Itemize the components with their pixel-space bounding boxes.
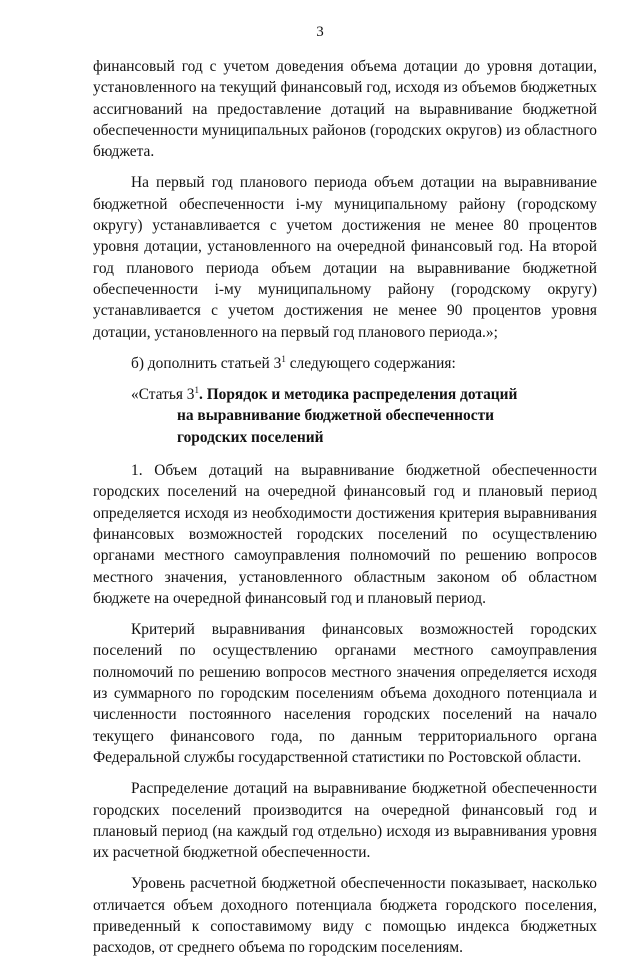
article-prefix: «Статья 3 [131, 386, 195, 404]
article-separator: . [198, 386, 207, 404]
paragraph-distribution: Распределение дотаций на выравнивание бюджетной обеспеченности городских поселений производится на очередной финансовый год и плановый период (на каждый год отдельно) исходя из выравнивания уровня их расчетной бюджетной обеспеченности. [93, 780, 597, 862]
document-body [93, 56, 597, 969]
article-superscript: 1 [194, 385, 199, 396]
article-title-line-3: городских поселений [177, 428, 324, 446]
amendment-text-after: следующего содержания: [285, 354, 456, 372]
paragraph-estimated-level: Уровень расчетной бюджетной обеспеченности показывает, насколько отличается объем доходного потенциала бюджета городского поселения, приведенный к сопоставимому виду с помощью индекса бюджетных расходов, от среднего объема по городским поселениям. [93, 875, 597, 957]
article-title-line-2: на выравнивание бюджетной обеспеченности [177, 407, 495, 425]
paragraph-criterion: Критерий выравнивания финансовых возможностей городских поселений по осуществлению органами местного самоуправления полномочий по решению вопросов местного значения определяется исходя из суммарного по городским поселениям объема доходного потенциала и численности постоянного населения городских поселений на начало текущего финансового года, по данным территориального органа Федеральной службы государственной статистики по Ростовской области. [93, 621, 597, 766]
amendment-line [93, 353, 597, 374]
article-title-line-1: Порядок и методика распределения дотаций [206, 386, 518, 404]
paragraph-dotation-volume: 1. Объем дотаций на выравнивание бюджетной обеспеченности городских поселений на очередной финансовый год и плановый период определяется исходя из необходимости достижения критерия выравнивания финансовых возможностей городских поселений по осуществлению органами местного самоуправления полномочий по решению вопросов местного значения, установленного областным законом об областном бюджете на очередной финансовый год и плановый период. [93, 462, 597, 607]
amendment-superscript: 1 [281, 353, 286, 364]
article-heading [93, 384, 597, 448]
page-number: 3 [316, 24, 324, 40]
paragraph-continuation: финансовый год с учетом доведения объема дотации до уровня дотации, установленного на текущий финансовый год, исходя из объемов бюджетных ассигнований на предоставление дотаций на выравнивание бюджетной обеспеченности муниципальных районов (городских округов) из областного бюджета. [93, 58, 597, 161]
amendment-text: б) дополнить статьей 3 [131, 354, 282, 372]
paragraph-planning-period: На первый год планового периода объем дотации на выравнивание бюджетной обеспеченности i-му муниципальному району (городскому округу) устанавливается с учетом достижения не менее 80 процентов уровня дотации, установленного на очередной финансовый год. На второй год планового периода объем дотации на выравнивание бюджетной обеспеченности i-му муниципальному району (городскому округу) устанавливается с учетом достижения не менее 90 процентов уровня дотации, установленного на первый год планового периода.»; [93, 174, 597, 341]
